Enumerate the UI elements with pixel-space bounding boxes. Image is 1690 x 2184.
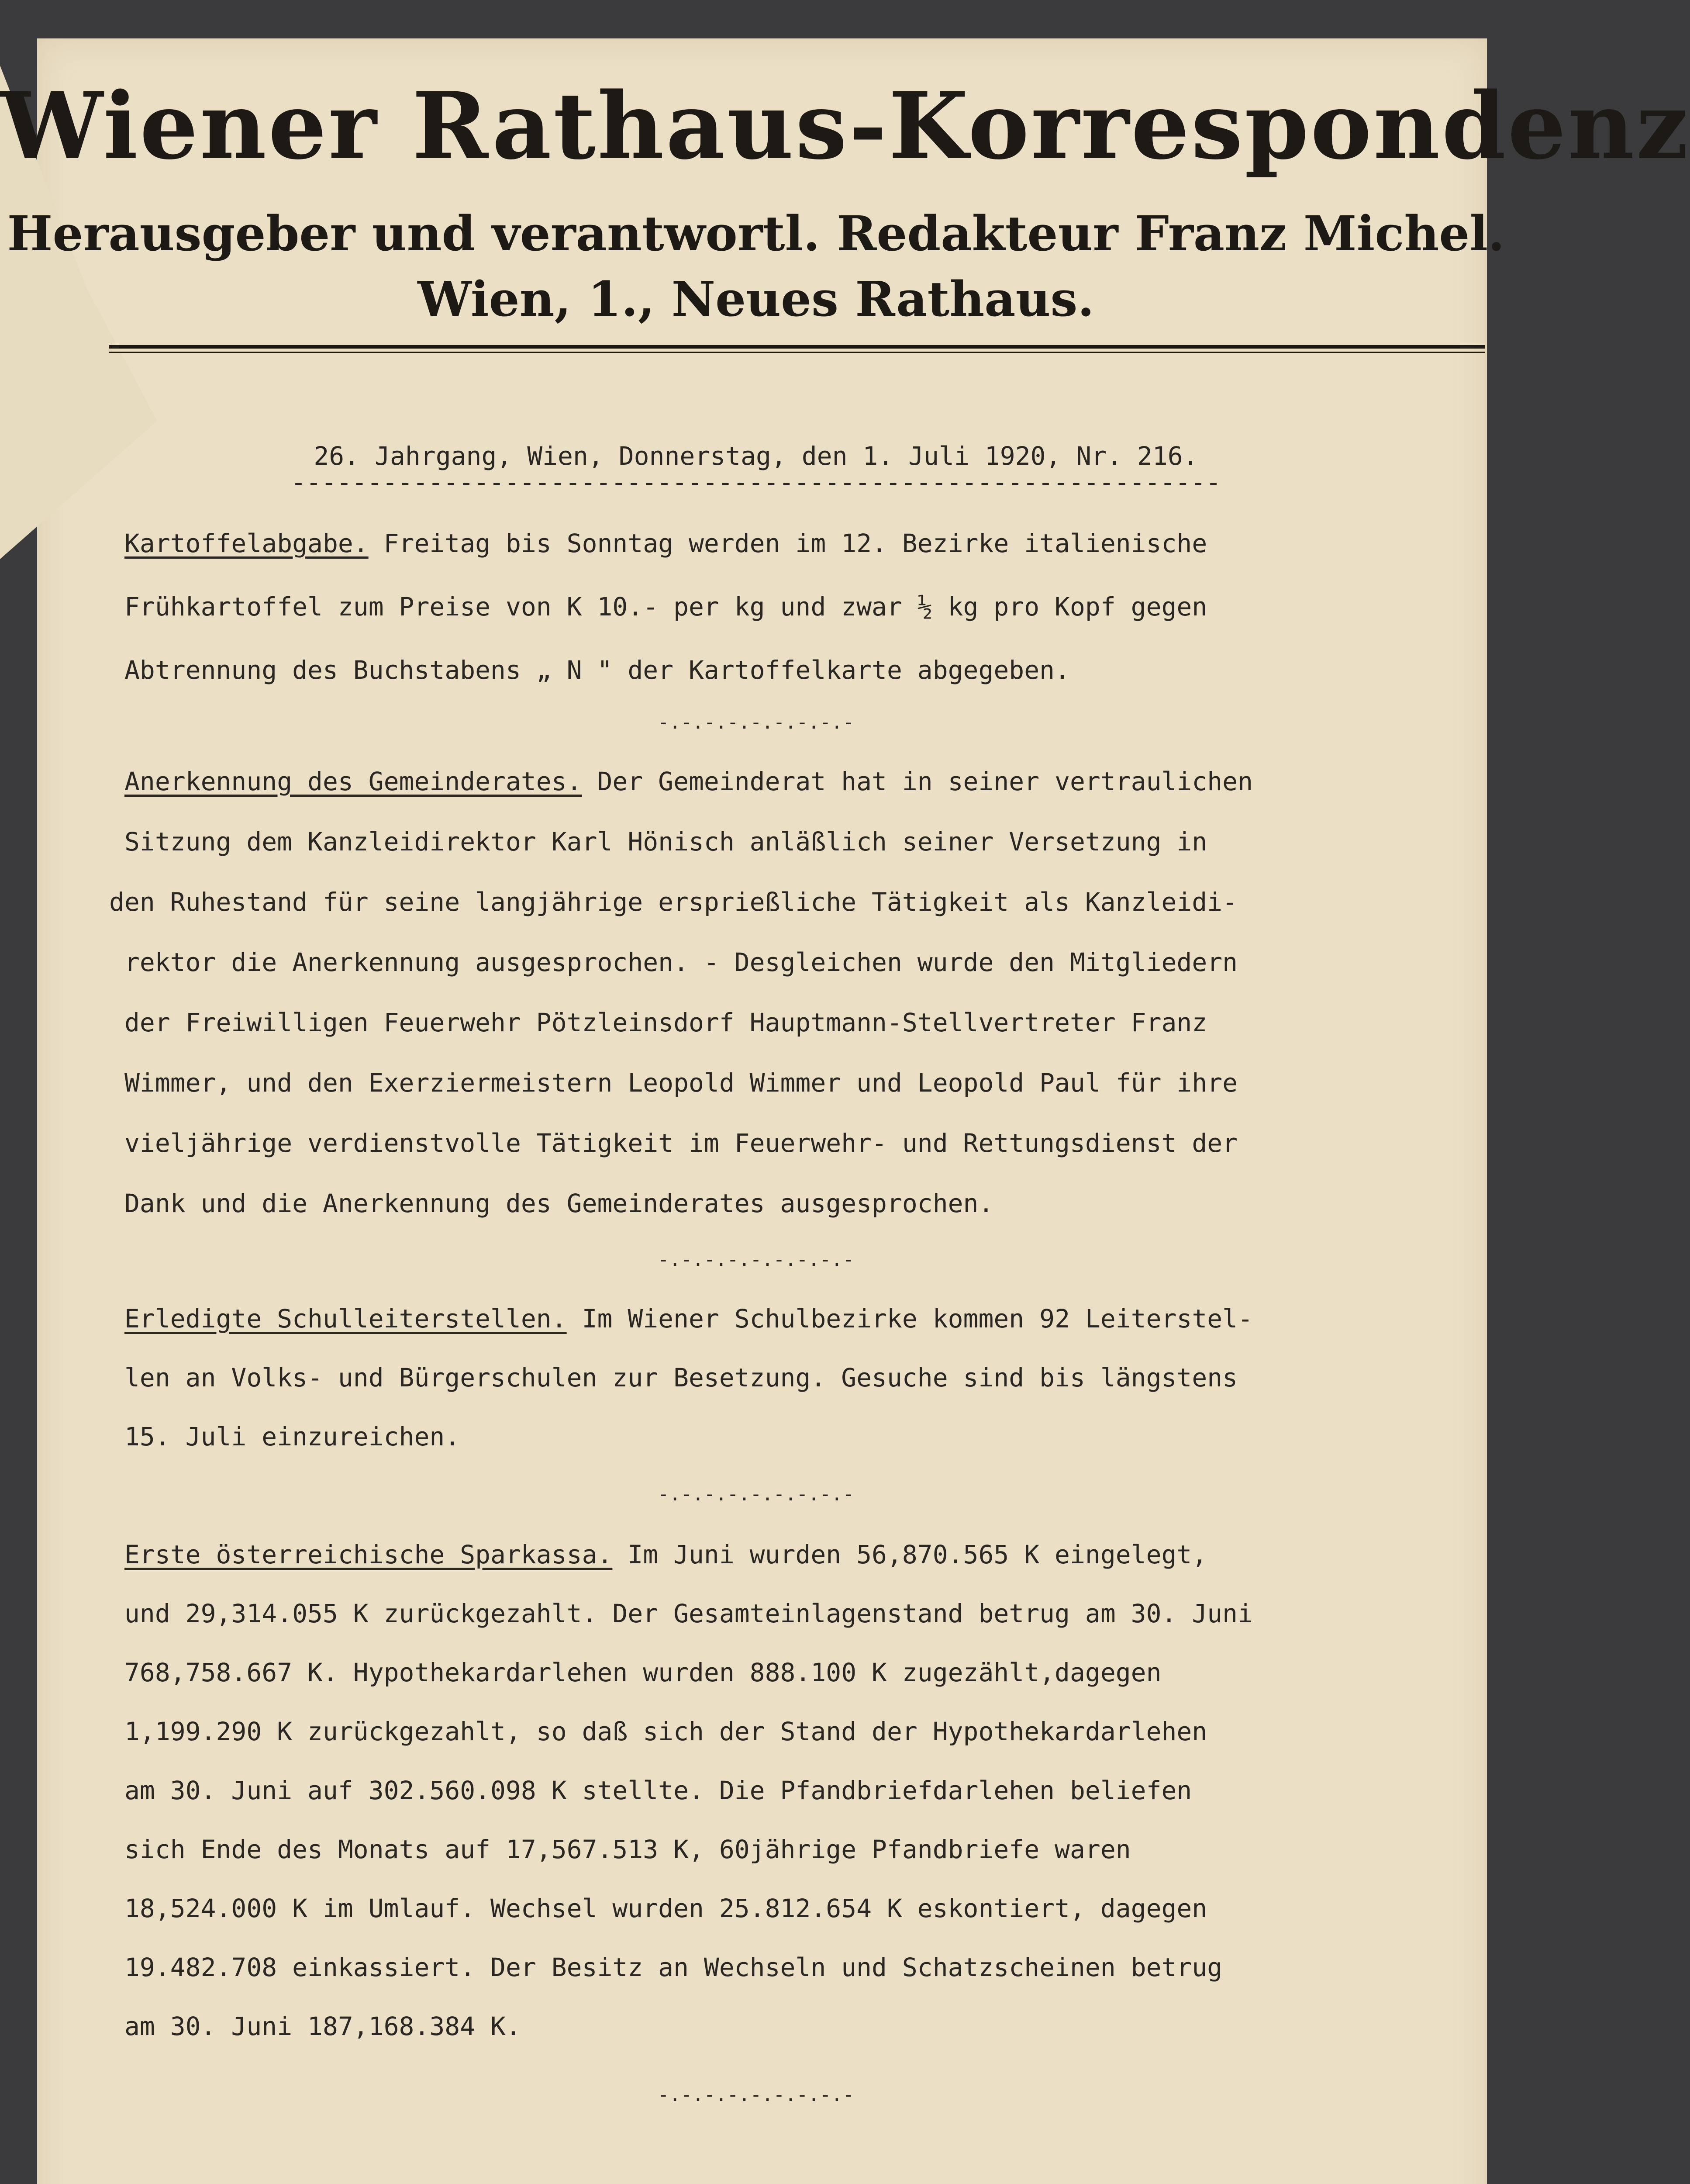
- masthead-title: Wiener Rathaus-Korrespondenz: [0, 72, 1690, 180]
- article-line: den Ruhestand für seine langjährige ersprießliche Tätigkeit als Kanzleidi-: [109, 887, 1238, 917]
- article-line: am 30. Juni 187,168.384 K.: [124, 2011, 521, 2041]
- article-line: der Freiwilligen Feuerwehr Pötzleinsdorf Hauptmann-Stellvertreter Franz: [124, 1008, 1207, 1037]
- article-line: rektor die Anerkennung ausgesprochen. - Desgleichen wurde den Mitgliedern: [124, 947, 1238, 977]
- article-line: 768,758.667 K. Hypothekardarlehen wurden 888.100 K zugezählt,dagegen: [124, 1658, 1162, 1687]
- dateline: 26. Jahrgang, Wien, Donnerstag, den 1. Juli 1920, Nr. 216.: [314, 441, 1198, 471]
- article-line: vieljährige verdienstvolle Tätigkeit im Feuerwehr- und Rettungsdienst der: [124, 1128, 1238, 1158]
- article-council-first-line: [124, 767, 1253, 796]
- article-heading: Erledigte Schulleiterstellen.: [124, 1304, 567, 1334]
- article-line: 1,199.290 K zurückgezahlt, so daß sich der Stand der Hypothekardarlehen: [124, 1717, 1207, 1746]
- article-text: Freitag bis Sonntag werden im 12. Bezirke italienische: [368, 529, 1207, 558]
- article-potato-first-line: [124, 529, 1207, 558]
- article-line: am 30. Juni auf 302.560.098 K stellte. Die Pfandbriefdarlehen beliefen: [124, 1776, 1192, 1805]
- article-savings-bank-first-line: [124, 1540, 1207, 1569]
- article-heading: Anerkennung des Gemeinderates.: [124, 767, 582, 796]
- masthead-rule-thin: [109, 352, 1485, 353]
- masthead-rule-thick: [109, 345, 1485, 349]
- article-school-first-line: [124, 1304, 1253, 1334]
- article-text: Im Juni wurden 56,870.565 K eingelegt,: [612, 1540, 1207, 1569]
- article-line: 15. Juli einzureichen.: [124, 1422, 460, 1451]
- article-line: Abtrennung des Buchstabens „ N " der Kartoffelkarte abgegeben.: [124, 655, 1070, 685]
- article-line: len an Volks- und Bürgerschulen zur Besetzung. Gesuche sind bis längstens: [124, 1363, 1238, 1393]
- masthead-publisher: Herausgeber und verantwortl. Redakteur Franz Michel.: [7, 205, 1505, 262]
- article-line: sich Ende des Monats auf 17,567.513 K, 60jährige Pfandbriefe waren: [124, 1835, 1131, 1864]
- article-line: 18,524.000 K im Umlauf. Wechsel wurden 25.812.654 K eskontiert, dagegen: [124, 1894, 1207, 1923]
- article-text: Der Gemeinderat hat in seiner vertraulichen: [582, 767, 1253, 796]
- article-line: Wimmer, und den Exerziermeistern Leopold Wimmer und Leopold Paul für ihre: [124, 1068, 1238, 1098]
- article-line: und 29,314.055 K zurückgezahlt. Der Gesamteinlagenstand betrug am 30. Juni: [124, 1599, 1253, 1628]
- article-line: Sitzung dem Kanzleidirektor Karl Hönisch anläßlich seiner Versetzung in: [124, 827, 1207, 857]
- article-line: 19.482.708 einkassiert. Der Besitz an Wechseln und Schatzscheinen betrug: [124, 1952, 1223, 1982]
- dateline-dashes: -------------------------------------------------------------: [290, 467, 1221, 497]
- masthead-address: Wien, 1., Neues Rathaus.: [417, 271, 1094, 327]
- article-heading: Kartoffelabgabe.: [124, 529, 369, 558]
- section-separator: -.-.-.-.-.-.-.-.-: [657, 2084, 855, 2106]
- section-separator: -.-.-.-.-.-.-.-.-: [657, 1248, 855, 1271]
- article-line: Frühkartoffel zum Preise von K 10.- per kg und zwar ½ kg pro Kopf gegen: [124, 592, 1207, 622]
- article-line: Dank und die Anerkennung des Gemeinderates ausgesprochen.: [124, 1189, 994, 1218]
- section-separator: -.-.-.-.-.-.-.-.-: [657, 1483, 855, 1505]
- article-text: Im Wiener Schulbezirke kommen 92 Leiterstel-: [566, 1304, 1253, 1334]
- section-separator: -.-.-.-.-.-.-.-.-: [657, 711, 855, 733]
- article-heading: Erste österreichische Sparkassa.: [124, 1540, 613, 1569]
